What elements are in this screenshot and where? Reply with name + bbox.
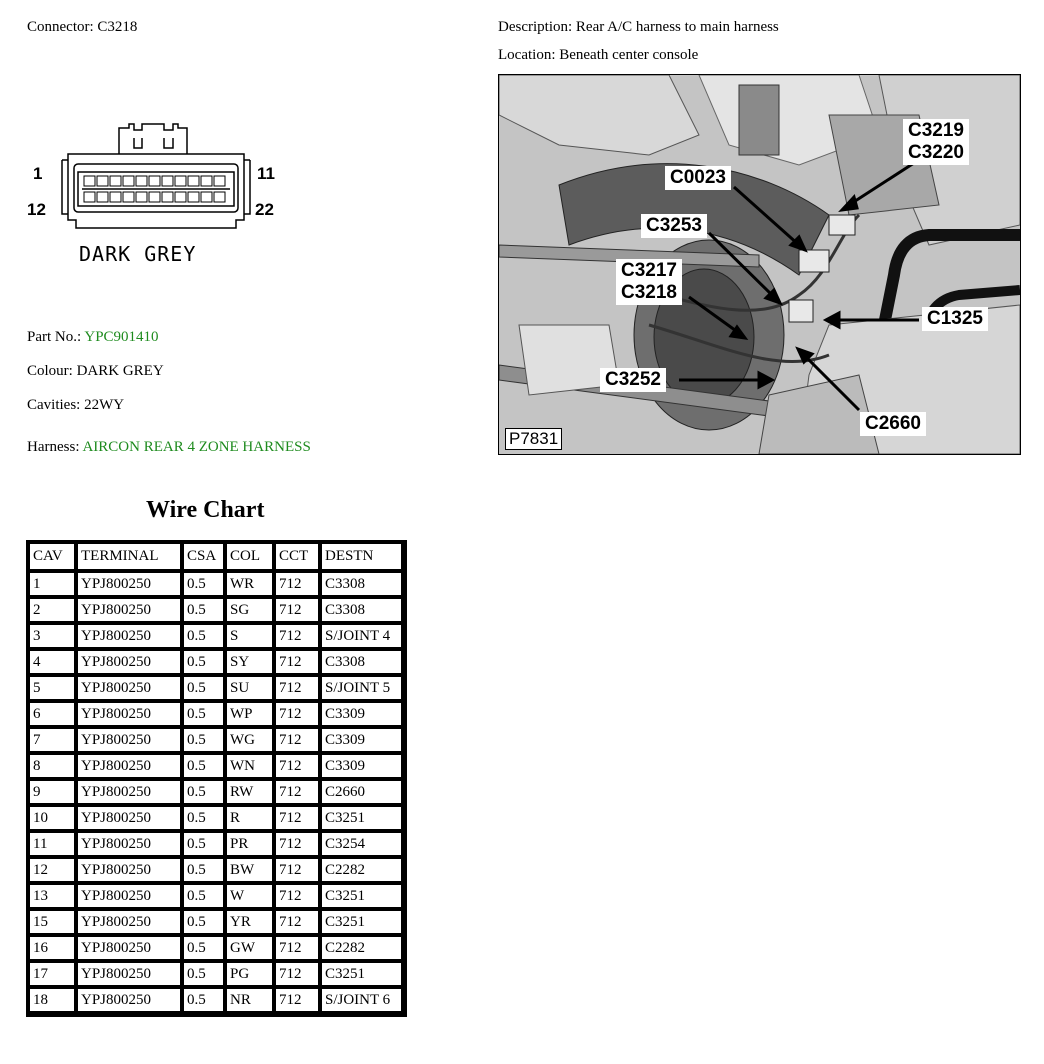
header-terminal: TERMINAL: [77, 543, 183, 572]
table-row: [29, 598, 404, 624]
wire-chart-table: [26, 540, 407, 1017]
cell-csa: 0.5: [183, 572, 226, 598]
table-row: [29, 884, 404, 910]
cell-csa: 0.5: [183, 754, 226, 780]
cell-col: GW: [226, 936, 275, 962]
harness-link[interactable]: AIRCON REAR 4 ZONE HARNESS: [82, 439, 311, 455]
cell-cav: 8: [29, 754, 77, 780]
location-label: Location: Beneath center console: [498, 47, 699, 63]
wire-chart-header-row: [29, 543, 404, 572]
part-number-label: Part No.:: [27, 329, 82, 345]
cell-cct: 712: [275, 598, 321, 624]
cell-cct: 712: [275, 624, 321, 650]
cell-terminal: YPJ800250: [77, 780, 183, 806]
table-row: [29, 676, 404, 702]
header-destn: DESTN: [321, 543, 404, 572]
cell-terminal: YPJ800250: [77, 832, 183, 858]
cell-cav: 15: [29, 910, 77, 936]
callout-c0023: C0023: [665, 166, 731, 190]
cell-terminal: YPJ800250: [77, 884, 183, 910]
cell-cav: 1: [29, 572, 77, 598]
table-row: [29, 702, 404, 728]
cell-cct: 712: [275, 910, 321, 936]
callout-c3252: C3252: [600, 368, 666, 392]
cavities-text: Cavities: 22WY: [27, 397, 125, 413]
table-row: [29, 910, 404, 936]
cell-csa: 0.5: [183, 780, 226, 806]
cell-terminal: YPJ800250: [77, 598, 183, 624]
cell-col: NR: [226, 988, 275, 1014]
cell-csa: 0.5: [183, 858, 226, 884]
cell-col: WP: [226, 702, 275, 728]
cell-col: WG: [226, 728, 275, 754]
cell-terminal: YPJ800250: [77, 806, 183, 832]
cell-col: YR: [226, 910, 275, 936]
cell-destn: C2660: [321, 780, 404, 806]
cell-cav: 7: [29, 728, 77, 754]
table-row: [29, 572, 404, 598]
cell-destn: S/JOINT 5: [321, 676, 404, 702]
cell-cct: 712: [275, 728, 321, 754]
table-row: [29, 806, 404, 832]
cell-csa: 0.5: [183, 676, 226, 702]
cell-cav: 11: [29, 832, 77, 858]
cell-destn: C3254: [321, 832, 404, 858]
colour-text: Colour: DARK GREY: [27, 363, 164, 379]
table-row: [29, 624, 404, 650]
pin-label-12: 12: [27, 200, 46, 219]
cell-destn: C3309: [321, 702, 404, 728]
cell-cav: 10: [29, 806, 77, 832]
cell-cav: 5: [29, 676, 77, 702]
cell-destn: C2282: [321, 936, 404, 962]
cell-cct: 712: [275, 702, 321, 728]
cell-col: S: [226, 624, 275, 650]
cell-cav: 13: [29, 884, 77, 910]
table-row: [29, 832, 404, 858]
cell-cct: 712: [275, 832, 321, 858]
cell-csa: 0.5: [183, 832, 226, 858]
table-row: [29, 650, 404, 676]
cell-col: WN: [226, 754, 275, 780]
callout-c2660: C2660: [860, 412, 926, 436]
part-number: [27, 329, 159, 346]
connector-colour-caption: DARK GREY: [79, 242, 197, 266]
cell-cct: 712: [275, 806, 321, 832]
table-row: [29, 728, 404, 754]
cell-destn: C3251: [321, 962, 404, 988]
cell-destn: C3251: [321, 910, 404, 936]
table-row: [29, 858, 404, 884]
cell-csa: 0.5: [183, 624, 226, 650]
photo-reference: P7831: [505, 428, 562, 450]
pin-label-11: 11: [257, 164, 275, 183]
header-csa: CSA: [183, 543, 226, 572]
harness-label: Harness:: [27, 439, 80, 455]
cell-destn: C2282: [321, 858, 404, 884]
cell-cct: 712: [275, 858, 321, 884]
cell-cct: 712: [275, 988, 321, 1014]
cell-csa: 0.5: [183, 988, 226, 1014]
part-number-link[interactable]: YPC901410: [84, 329, 159, 345]
wire-chart-body: [29, 572, 404, 1014]
cell-terminal: YPJ800250: [77, 728, 183, 754]
cell-terminal: YPJ800250: [77, 676, 183, 702]
table-row: [29, 754, 404, 780]
pin-label-1: 1: [33, 164, 43, 183]
cell-cav: 18: [29, 988, 77, 1014]
table-row: [29, 962, 404, 988]
description-label: Description: Rear A/C harness to main harness: [498, 19, 779, 35]
cell-col: R: [226, 806, 275, 832]
cell-col: WR: [226, 572, 275, 598]
cell-csa: 0.5: [183, 806, 226, 832]
cell-cct: 712: [275, 936, 321, 962]
cell-destn: C3251: [321, 884, 404, 910]
cell-cct: 712: [275, 780, 321, 806]
cell-cav: 9: [29, 780, 77, 806]
wire-chart-title: Wire Chart: [146, 497, 265, 523]
cell-col: W: [226, 884, 275, 910]
cell-cav: 12: [29, 858, 77, 884]
cell-csa: 0.5: [183, 936, 226, 962]
cell-cav: 2: [29, 598, 77, 624]
callout-c3220: C3220: [903, 141, 969, 165]
cell-terminal: YPJ800250: [77, 702, 183, 728]
cell-col: SG: [226, 598, 275, 624]
cell-terminal: YPJ800250: [77, 572, 183, 598]
cell-csa: 0.5: [183, 650, 226, 676]
cell-cav: 16: [29, 936, 77, 962]
connector-label: Connector: C3218: [27, 19, 138, 35]
cell-cct: 712: [275, 754, 321, 780]
location-photo: [498, 74, 1021, 455]
callout-c3219: C3219: [903, 119, 969, 143]
cell-col: PR: [226, 832, 275, 858]
cell-col: PG: [226, 962, 275, 988]
cell-col: SY: [226, 650, 275, 676]
cell-destn: S/JOINT 4: [321, 624, 404, 650]
cell-cav: 6: [29, 702, 77, 728]
table-row: [29, 936, 404, 962]
cell-terminal: YPJ800250: [77, 754, 183, 780]
cell-csa: 0.5: [183, 702, 226, 728]
cell-cct: 712: [275, 676, 321, 702]
cell-destn: C3251: [321, 806, 404, 832]
cell-csa: 0.5: [183, 910, 226, 936]
cell-terminal: YPJ800250: [77, 936, 183, 962]
cell-destn: S/JOINT 6: [321, 988, 404, 1014]
cell-csa: 0.5: [183, 962, 226, 988]
cell-col: BW: [226, 858, 275, 884]
header-col: COL: [226, 543, 275, 572]
header-cav: CAV: [29, 543, 77, 572]
cell-cct: 712: [275, 884, 321, 910]
callout-c1325: C1325: [922, 307, 988, 331]
cell-cav: 17: [29, 962, 77, 988]
cell-terminal: YPJ800250: [77, 858, 183, 884]
cell-terminal: YPJ800250: [77, 624, 183, 650]
cell-cct: 712: [275, 650, 321, 676]
cell-csa: 0.5: [183, 728, 226, 754]
cell-col: SU: [226, 676, 275, 702]
cell-terminal: YPJ800250: [77, 962, 183, 988]
cell-cct: 712: [275, 572, 321, 598]
harness-info: [27, 439, 311, 456]
cell-cav: 4: [29, 650, 77, 676]
table-row: [29, 780, 404, 806]
connector-pinout-diagram: [26, 120, 286, 280]
table-row: [29, 988, 404, 1014]
cell-destn: C3308: [321, 598, 404, 624]
callout-c3218: C3218: [616, 281, 682, 305]
cell-terminal: YPJ800250: [77, 910, 183, 936]
cell-destn: C3309: [321, 754, 404, 780]
callout-c3253: C3253: [641, 214, 707, 238]
callout-c3217: C3217: [616, 259, 682, 283]
cell-terminal: YPJ800250: [77, 650, 183, 676]
cell-col: RW: [226, 780, 275, 806]
cell-terminal: YPJ800250: [77, 988, 183, 1014]
header-cct: CCT: [275, 543, 321, 572]
cell-csa: 0.5: [183, 598, 226, 624]
cell-cav: 3: [29, 624, 77, 650]
cell-destn: C3309: [321, 728, 404, 754]
cell-csa: 0.5: [183, 884, 226, 910]
pin-label-22: 22: [255, 200, 274, 219]
cell-cct: 712: [275, 962, 321, 988]
cell-destn: C3308: [321, 650, 404, 676]
cell-destn: C3308: [321, 572, 404, 598]
